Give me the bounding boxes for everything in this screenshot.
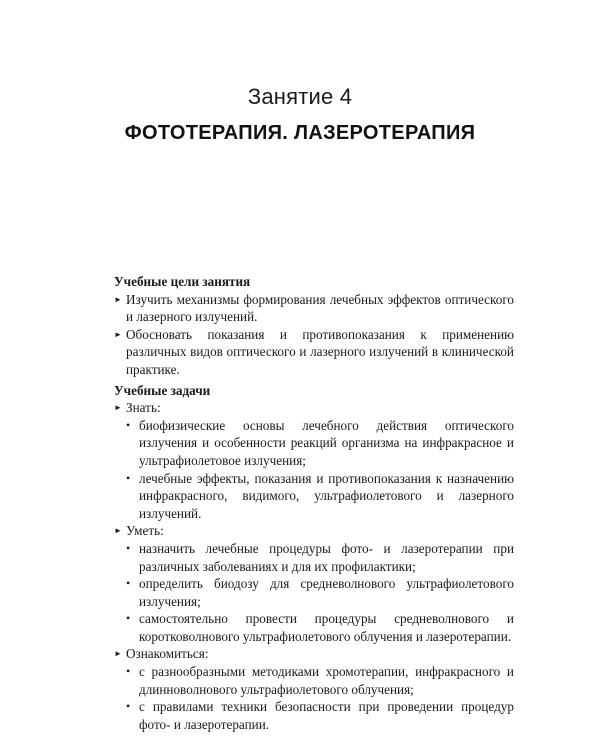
task-group-familiarize xyxy=(114,645,514,663)
tasks-heading: Учебные задачи xyxy=(114,382,211,398)
dot-icon: • xyxy=(126,611,131,626)
dot-icon: • xyxy=(126,664,131,679)
task-group-label: Знать: xyxy=(126,400,161,416)
list-item-text: биофизические основы лечебного действия оптического излучения и особенности реакций организма на инфракрасное и ультрафиолетовое излучения; xyxy=(139,417,514,468)
list-item-text: с правилами техники безопасности при проведении процедур фото- и лазеротерапии. xyxy=(139,699,514,732)
triangle-right-icon: ► xyxy=(114,526,122,536)
list-item xyxy=(114,610,514,645)
list-item-text: с разнообразными методиками хромотерапии, инфракрасного и длинноволнового ультрафиолетового облучения; xyxy=(139,664,514,697)
list-item xyxy=(114,663,514,698)
list-item-text: самостоятельно провести процедуры средневолнового и коротковолнового ультрафиолетового облучения и лазеротерапии. xyxy=(139,611,514,644)
dot-icon: • xyxy=(126,470,131,485)
triangle-right-icon: ► xyxy=(114,294,122,304)
list-item xyxy=(114,417,514,470)
lesson-number: Занятие 4 xyxy=(247,84,353,109)
dot-icon: • xyxy=(126,699,131,714)
list-item-text: назначить лечебные процедуры фото- и лазеротерапии при различных заболеваниях и для их профилактики; xyxy=(139,540,514,574)
triangle-right-icon: ► xyxy=(114,329,122,339)
goal-item xyxy=(114,291,514,326)
list-item-text: лечебные эффекты, показания и противопоказания к назначению инфракрасного, видимого, ультрафиолетового и лазерного излучений. xyxy=(139,470,514,521)
goal-text: Изучить механизмы формирования лечебных эффектов оптического и лазерного излучений. xyxy=(126,291,514,325)
list-item xyxy=(114,698,514,733)
task-group-can xyxy=(114,522,514,540)
list-item xyxy=(114,470,514,523)
lesson-content xyxy=(114,273,514,733)
triangle-right-icon: ► xyxy=(114,403,122,413)
dot-icon: • xyxy=(126,576,131,591)
triangle-right-icon: ► xyxy=(114,649,122,659)
goal-item xyxy=(114,326,514,379)
list-item xyxy=(114,575,514,610)
dot-icon: • xyxy=(126,540,131,555)
goals-heading: Учебные цели занятия xyxy=(114,274,251,289)
task-group-label: Уметь: xyxy=(126,523,164,539)
list-item-text: определить биодозу для средневолнового ультрафиолетового излучения; xyxy=(139,576,514,609)
list-item xyxy=(114,540,514,575)
task-group-label: Ознакомиться: xyxy=(126,646,209,662)
task-group-know xyxy=(114,399,514,417)
dot-icon: • xyxy=(126,417,131,432)
page-title: ФОТОТЕРАПИЯ. ЛАЗЕРОТЕРАПИЯ xyxy=(124,122,476,144)
goal-text: Обосновать показания и противопоказания к применению различных видов оптического и лазерного излучений в клинической практике. xyxy=(126,326,514,377)
